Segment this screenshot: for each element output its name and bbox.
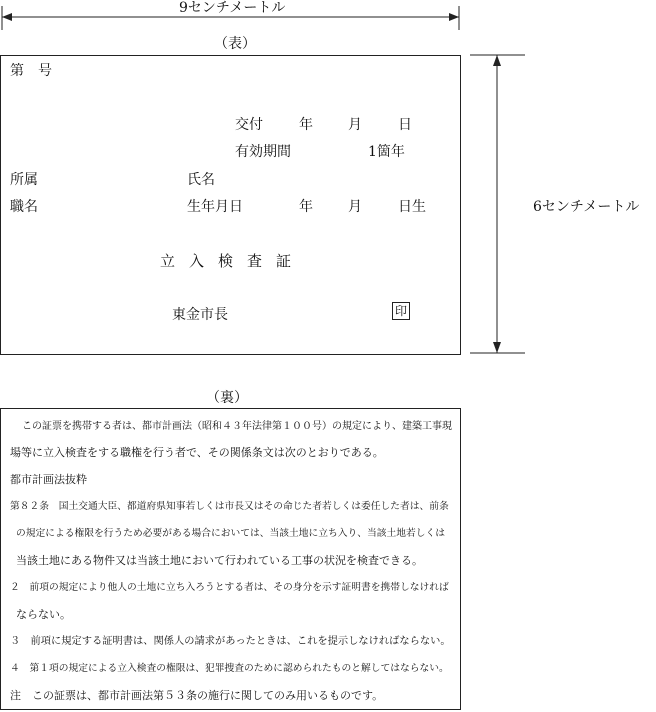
birth-suffix: 日生 <box>398 199 426 215</box>
back-line-7: ２ 前項の規定により他人の土地に立ち入ろうとする者は、その身分を示す証明書を携帯しなければ <box>10 582 449 593</box>
position-label: 職名 <box>10 199 38 215</box>
back-caption: （裏） <box>206 390 248 406</box>
card-title: 立入検査証 <box>160 252 306 270</box>
name-label: 氏名 <box>187 172 215 188</box>
number-label: 第 号 <box>10 63 52 79</box>
width-dimension-label: 9センチメートル <box>175 0 289 16</box>
back-line-6: 当該土地にある物件又は当該土地において行われている工事の状況を検査できる。 <box>16 554 423 567</box>
height-dimension-label: 6センチメートル <box>533 199 640 215</box>
seal-stamp: 印 <box>392 302 410 320</box>
back-line-9: ３ 前項に規定する証明書は、関係人の請求があったときは、これを提示しなければならない。 <box>10 635 451 647</box>
back-line-4: 第８２条 国土交通大臣、都道府県知事若しくは市長又はその命じた者若しくは委任した者は、前条 <box>10 501 449 512</box>
back-line-5: の規定による権限を行うため必要がある場合においては、当該土地に立ち入り、当該土地若しくは <box>16 528 445 539</box>
issue-label: 交付 <box>235 117 263 133</box>
affiliation-label: 所属 <box>10 172 38 188</box>
issuer: 東金市長 <box>172 307 228 323</box>
front-caption: （表） <box>214 36 256 52</box>
issue-month: 月 <box>348 117 362 133</box>
back-line-3: 都市計画法抜粋 <box>10 473 87 486</box>
issue-year: 年 <box>299 117 313 133</box>
birth-year: 年 <box>299 199 313 215</box>
back-line-10: ４ 第１項の規定による立入検査の権限は、犯罪捜査のために認められたものと解してはならない。 <box>10 663 449 674</box>
issue-day: 日 <box>398 117 412 133</box>
validity-value: 1箇年 <box>368 144 405 160</box>
back-line-11: 注 この証票は、都市計画法第５３条の施行に関してのみ用いるものです。 <box>10 689 384 702</box>
birth-month: 月 <box>348 199 362 215</box>
birth-label: 生年月日 <box>187 199 243 215</box>
back-line-8: ならない。 <box>16 608 71 621</box>
validity-label: 有効期間 <box>235 144 291 160</box>
back-line-1: この証票を携帯する者は、都市計画法（昭和４３年法律第１００号）の規定により、建築工事現 <box>22 421 452 432</box>
back-line-2: 場等に立入検査をする職権を行う者で、その関係条文は次のとおりである。 <box>10 446 384 459</box>
